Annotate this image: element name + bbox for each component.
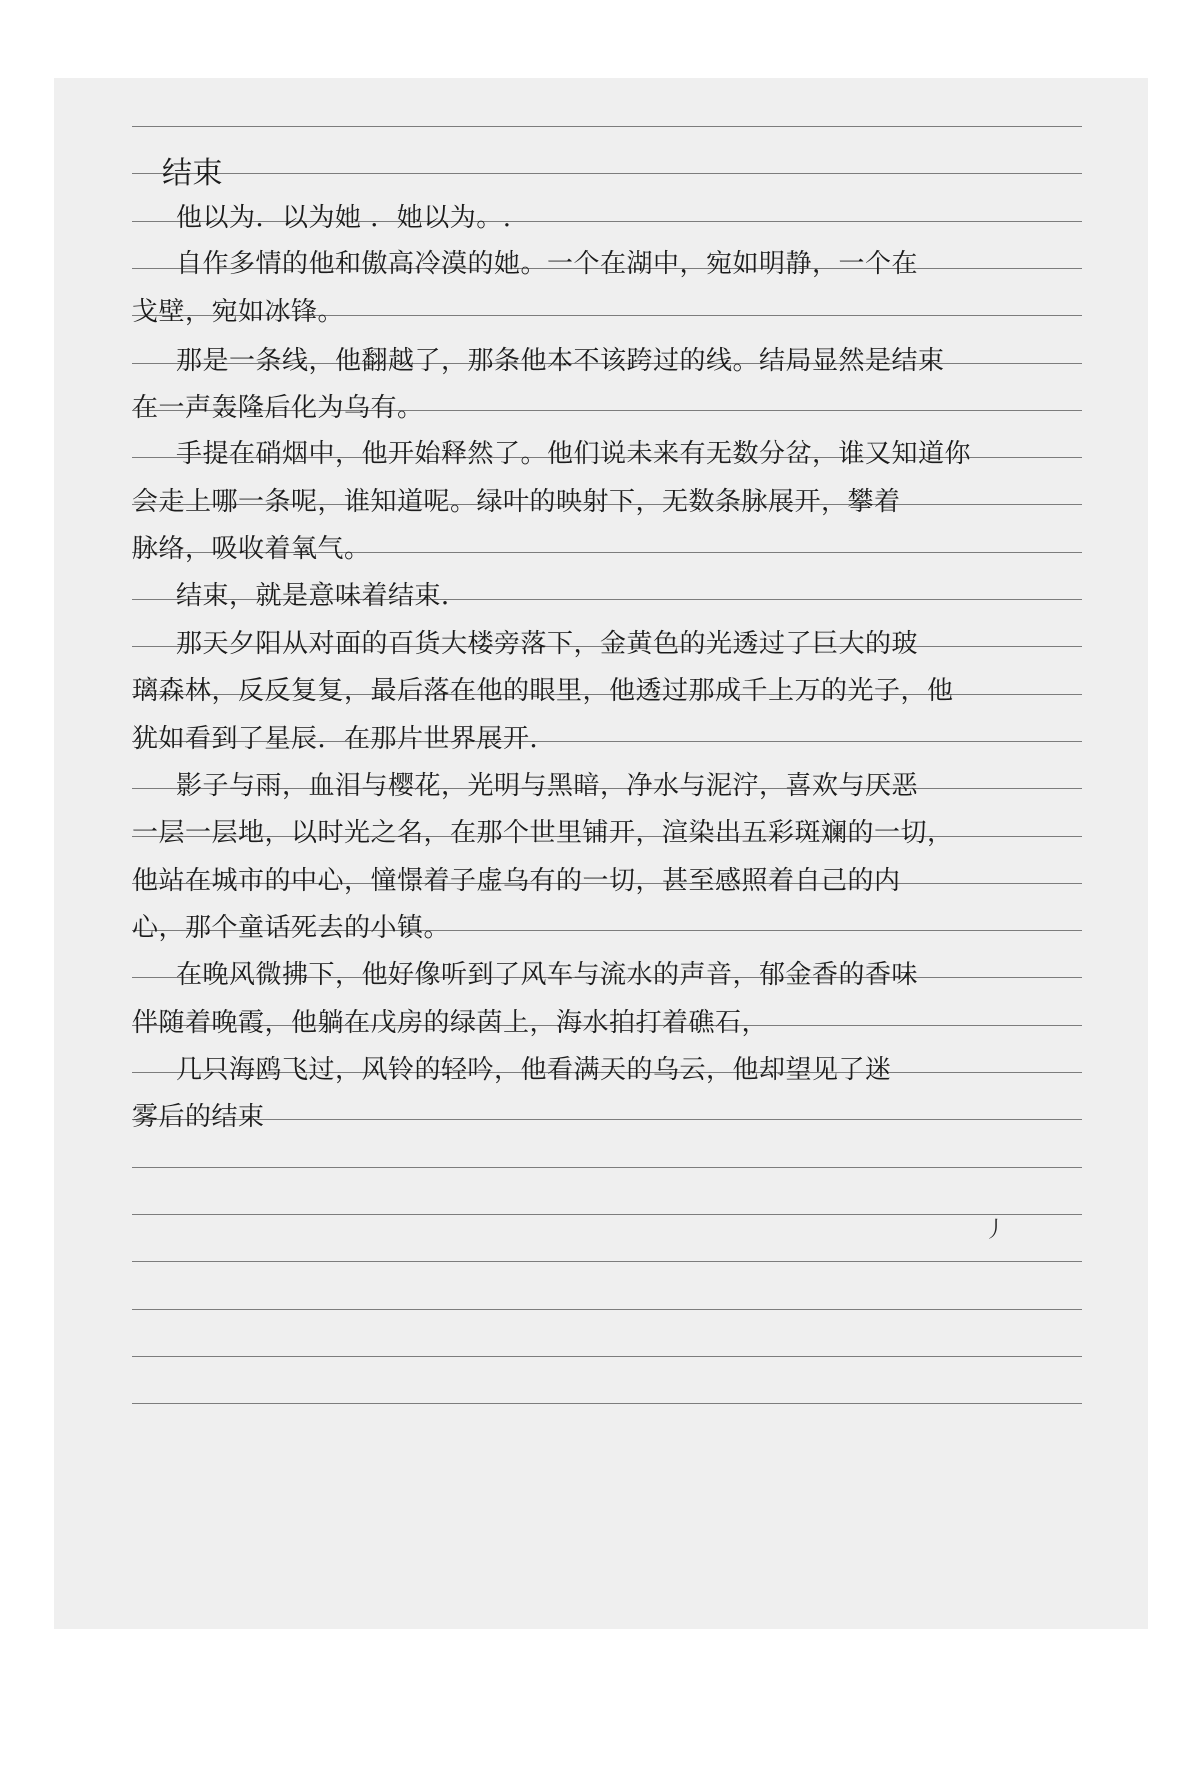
text-line: 他站在城市的中心，憧憬着子虚乌有的一切，甚至感照着自己的内 — [132, 866, 901, 896]
text-line: 一层一层地，以时光之名，在那个世里铺开，渲染出五彩斑斓的一切， — [132, 818, 954, 848]
ruled-line — [132, 1309, 1082, 1310]
text-line: 他以为．以为她 ．她以为。. — [176, 203, 512, 233]
text-line: 在晚风微拂下，他好像听到了风车与流水的声音，郁金香的香味 — [176, 960, 919, 990]
text-line: 几只海鸥飞过，风铃的轻吟，他看满天的乌云，他却望见了迷 — [176, 1055, 892, 1085]
text-line: 璃森林，反反复复，最后落在他的眼里，他透过那成千上万的光子，他 — [132, 676, 954, 706]
text-line: 那天夕阳从对面的百货大楼旁落下，金黄色的光透过了巨大的玻 — [176, 629, 919, 659]
ruled-line — [132, 1167, 1082, 1168]
text-line: 雾后的结束 — [132, 1102, 265, 1132]
text-line: 伴随着晚霞，他躺在戊房的绿茵上，海水拍打着礁石， — [132, 1008, 769, 1038]
text-line: 结束，就是意味着结束． — [176, 581, 468, 611]
text-line: 自作多情的他和傲高冷漠的她。一个在湖中，宛如明静，一个在 — [176, 249, 919, 279]
ruled-line — [132, 1261, 1082, 1262]
ruled-line — [132, 126, 1082, 127]
text-line: 会走上哪一条呢，谁知道呢。绿叶的映射下，无数条脉展开，攀着 — [132, 487, 901, 517]
essay-title: 结束 — [162, 156, 223, 191]
text-line: 那是一条线，他翻越了，那条他本不该跨过的线。结局显然是结束 — [176, 346, 945, 376]
text-line: 影子与雨，血泪与樱花，光明与黑暗，净水与泥泞，喜欢与厌恶 — [176, 771, 919, 801]
notebook-page — [54, 78, 1148, 1629]
ruled-line — [132, 1214, 1082, 1215]
ruled-line — [132, 1403, 1082, 1404]
text-line: 手提在硝烟中，他开始释然了。他们说未来有无数分岔，谁又知道你 — [176, 439, 972, 469]
text-line: 心，那个童话死去的小镇。 — [132, 913, 451, 943]
text-line: 在一声轰隆后化为乌有。 — [132, 393, 424, 423]
text-line: 犹如看到了星辰．在那片世界展开． — [132, 724, 557, 754]
corner-mark: 丿 — [984, 1218, 1007, 1243]
text-line: 脉络，吸收着氧气。 — [132, 534, 371, 564]
ruled-line — [132, 1356, 1082, 1357]
text-line: 戈壁，宛如冰锋。 — [132, 297, 345, 327]
